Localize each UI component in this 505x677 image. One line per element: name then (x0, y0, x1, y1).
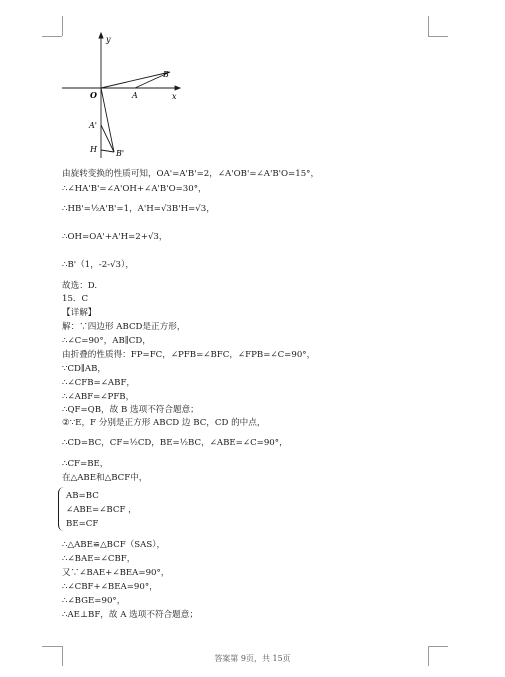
text-line-12: ∵CD∥AB， (62, 364, 107, 374)
text-line-16: ②∵E，F 分别是正方形 ABCD 边 BC，CD 的中点， (62, 418, 266, 428)
text-line-5: ∴B'（1，-2-√3）， (62, 260, 134, 270)
text-line-3: ∴HB'=½A'B'=1，A'H=√3B'H=√3， (62, 204, 215, 214)
text-line-24: ∴∠BAE=∠CBF， (62, 554, 136, 564)
point-A-prime-label: A' (89, 121, 97, 130)
text-line-19: 在△ABE和△BCF中， (62, 473, 148, 483)
text-line-17: ∴CD=BC，CF=½CD，BE=½BC，∠ABE=∠C=90°， (62, 438, 288, 448)
y-axis-arrow (99, 33, 103, 38)
text-line-15: ∴QF=QB，故 B 选项不符合题意； (62, 405, 199, 415)
crop-mark-top-right-h (428, 36, 448, 37)
text-line-2: ∴∠HA'B'=∠A'OH+∠A'B'O=30°， (62, 184, 207, 194)
section-heading: 【详解】 (62, 308, 97, 318)
segment-OB (101, 72, 170, 88)
segment-H-B-prime (101, 150, 114, 152)
text-line-23: ∴△ABE≌△BCF（SAS）， (62, 540, 166, 550)
crop-mark-top-left-h (42, 36, 62, 37)
point-A-label: A (132, 91, 138, 100)
page-footer: 答案第 9页，共 15页 (214, 654, 291, 663)
segment-A-prime-B-prime (101, 125, 114, 152)
crop-mark-top-left-v (62, 16, 63, 36)
crop-mark-top-right-v (428, 16, 429, 36)
text-line-10: ∴∠C=90°，AB∥CD， (62, 336, 151, 346)
point-B-label: B (163, 70, 169, 79)
crop-mark-bottom-right-h (428, 646, 448, 647)
text-line-13: ∴∠CFB=∠ABF， (62, 378, 136, 388)
equation-system-brace (58, 487, 65, 531)
segment-OB-prime (101, 88, 114, 152)
segment-AB (135, 72, 170, 88)
crop-mark-bottom-left-h (42, 646, 62, 647)
point-B-prime-label: B' (116, 149, 125, 158)
text-line-28: ∴AE⊥BF，故 A 选项不符合题意； (62, 610, 198, 620)
text-line-25: 又∵∠BAE+∠BEA=90°， (62, 568, 170, 578)
system-eq-2: ∠ABE=∠BCF ， (66, 505, 137, 515)
system-eq-3: BE=CF (66, 519, 99, 529)
x-axis-label: x (172, 92, 177, 101)
y-axis-label: y (106, 35, 111, 44)
text-line-9: 解：∵四边形 ABCD是正方形， (62, 322, 186, 332)
system-eq-1: AB=BC (66, 491, 99, 501)
x-axis-arrow (175, 86, 180, 90)
text-line-14: ∴∠ABF=∠PFB， (62, 392, 135, 402)
text-line-1: 由旋转变换的性质可知，OA'=A'B'=2，∠A'OB'=∠A'B'O=15°， (62, 169, 320, 179)
text-line-18: ∴CF=BE， (62, 459, 109, 469)
question-number: 15．C (62, 294, 89, 304)
point-H-label: H (90, 145, 97, 154)
text-line-4: ∴OH=OA'+A'H=2+√3， (62, 232, 168, 242)
text-line-11: 由折叠的性质得：FP=FC，∠PFB=∠BFC，∠FPB=∠C=90°， (62, 350, 316, 360)
text-line-26: ∴∠CBF+∠BEA=90°， (62, 582, 158, 592)
origin-label: O (90, 90, 97, 100)
text-line-6: 故选：D. (62, 281, 98, 291)
text-line-27: ∴∠BGE=90°， (62, 596, 126, 606)
